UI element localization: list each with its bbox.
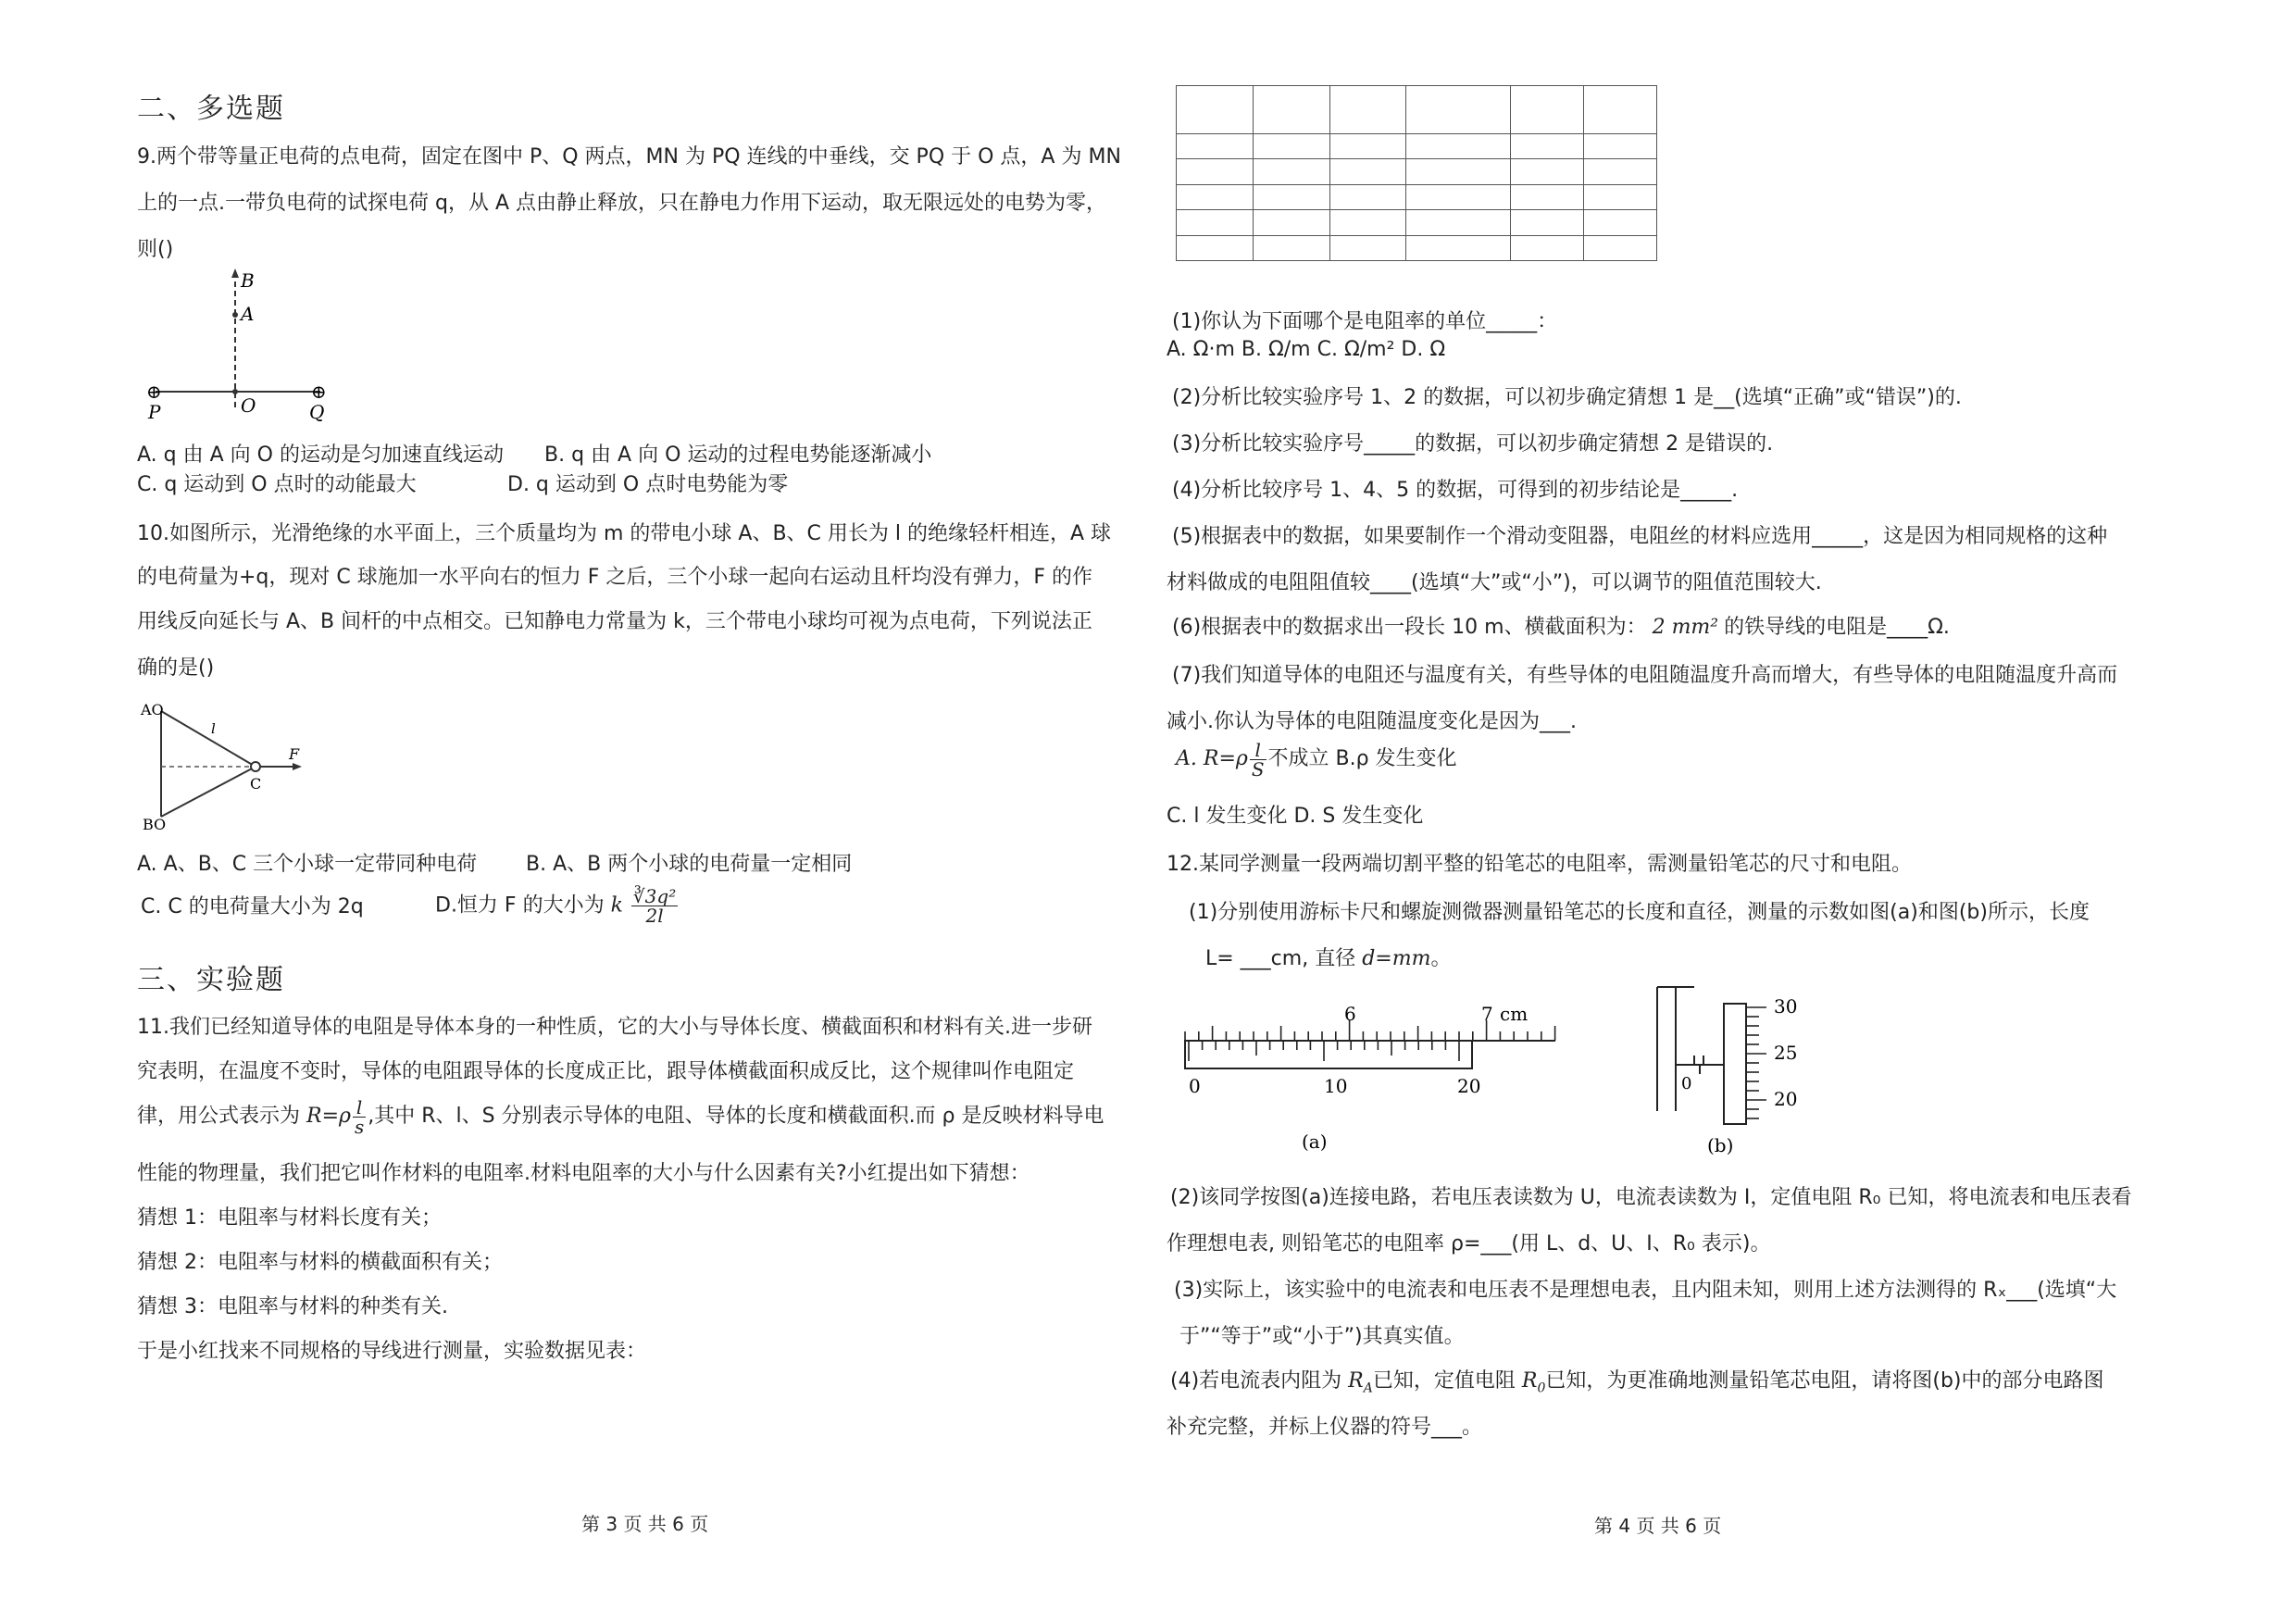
q11-sub6-text-b: 的铁导线的电阻是____Ω. (1724, 616, 1950, 639)
q11-line3-text-a: 律，用公式表示为 (137, 1105, 301, 1128)
q9-line1: 9.两个带等量正电荷的点电荷，固定在图中 P、Q 两点，MN 为 PQ 连线的中垂线，交 PQ 于 O 点，A 为 MN (137, 145, 1121, 169)
caliper-vernier-label-0: 0 (1189, 1075, 1201, 1097)
q11-guess-2: 猜想 2：电阻率与材料的横截面积有关； (137, 1251, 503, 1274)
q12-sub3-line1: (3)实际上，该实验中的电流表和电压表不是理想电表，且内阻未知，则用上述方法测得的 Rₓ___(选填“大 (1174, 1279, 2117, 1302)
page-footer-4: 第 4 页 共 6 页 (1594, 1515, 1722, 1537)
q12-sub1-line2 (1205, 948, 1451, 970)
q11-sub7-option-text: 不成立 B.ρ 发生变化 (1267, 747, 1457, 770)
q11-sub5-line1: (5)根据表中的数据，如果要制作一个滑动变阻器，电阻丝的材料应选用_____，这是因为相同规格的这种 (1172, 525, 2108, 548)
fraction-numerator: l (353, 1098, 366, 1118)
fixed-resistance-subscript: 0 (1537, 1380, 1546, 1396)
vernier-caliper-figure (1176, 989, 1565, 1165)
caliper-vernier-scale (1189, 1041, 1459, 1061)
q12-sub1-text-b: 。 (1430, 947, 1452, 970)
label-l: l (211, 720, 216, 737)
micrometer-label-30: 30 (1774, 995, 1798, 1018)
q11-line4: 性能的物理量，我们把它叫作材料的电阻率.材料电阻率的大小与什么因素有关?小红提出如下猜想： (137, 1162, 1030, 1185)
q12-sub4-line2: 补充完整，并标上仪器的符号___。 (1167, 1416, 1483, 1439)
caliper-vernier-frame (1185, 1041, 1472, 1068)
q9-option-b: B. q 由 A 向 O 运动的过程电势能逐渐减小 (544, 443, 932, 467)
table-row (1177, 86, 1657, 134)
point-o-dot (232, 389, 238, 394)
label-f: F (289, 745, 300, 763)
fraction-numerator: ∛3q² (632, 885, 677, 907)
q9-line3: 则() (137, 238, 174, 261)
q11-guess-3: 猜想 3：电阻率与材料的种类有关. (137, 1295, 448, 1318)
micrometer-zero-label: 0 (1681, 1074, 1692, 1093)
q10-option-d-text: D.恒力 F 的大小为 (435, 893, 605, 918)
label-b: B (241, 269, 255, 292)
charge-p-icon: ⊕ (146, 381, 162, 403)
q11-sub6-text-a: (6)根据表中的数据求出一段长 10 m、横截面积为： (1172, 616, 1647, 639)
rod-bc (161, 767, 256, 817)
q11-sub1-options: A. Ω·m B. Ω/m C. Ω/m² D. Ω (1167, 338, 1446, 361)
micrometer-thimble (1724, 1004, 1746, 1124)
ammeter-resistance-symbol: R (1348, 1369, 1364, 1393)
table-row (1177, 184, 1657, 209)
caliper-main-label-6: 6 (1344, 1003, 1356, 1025)
q12-sub4-text-b: 已知，定值电阻 (1372, 1369, 1522, 1393)
q11-sub7-line2: 减小.你认为导体的电阻随温度变化是因为___. (1167, 710, 1577, 733)
fraction-denominator: s (354, 1115, 365, 1138)
q9-line2: 上的一点.一带负电荷的试探电荷 q，从 A 点由静止释放，只在静电力作用下运动，取无限远处的电势为零， (137, 192, 1106, 215)
mn-arrow (231, 269, 239, 278)
q9-figure (137, 269, 350, 426)
caliper-unit: cm (1500, 1003, 1529, 1025)
label-o: O (241, 394, 256, 417)
q10-option-a: A. A、B、C 三个小球一定带同种电荷 (137, 853, 478, 876)
caliper-vernier-label-20: 20 (1457, 1075, 1481, 1097)
q10-figure (137, 694, 322, 843)
micrometer-label-20: 20 (1774, 1088, 1798, 1110)
q11-guess-1: 猜想 1：电阻率与材料长度有关； (137, 1206, 442, 1230)
ball-c (251, 762, 260, 771)
q11-line1: 11.我们已经知道导体的电阻是导体本身的一种性质，它的大小与导体长度、横截面积和材料有关.进一步研 (137, 1016, 1092, 1039)
q9-option-c: C. q 运动到 O 点时的动能最大 (137, 473, 417, 496)
table-row (1177, 159, 1657, 184)
q11-sub4: (4)分析比较序号 1、4、5 的数据，可得到的初步结论是_____. (1172, 479, 1739, 502)
label-a-ball: AO (141, 701, 164, 718)
q9-option-a: A. q 由 A 向 O 的运动是匀加速直线运动 (137, 443, 504, 467)
q12-sub2-line2: 作理想电表, 则铅笔芯的电阻率 ρ=___(用 L、d、U、I、R₀ 表示)。 (1167, 1232, 1771, 1255)
micrometer-thimble-scale (1746, 1007, 1766, 1118)
q11-line3-text-b: ,其中 R、l、S 分别表示导体的电阻、导体的长度和横截面积.而 ρ 是反映材料导电 (368, 1105, 1104, 1128)
fixed-resistance-symbol: R (1521, 1369, 1538, 1393)
fraction-denominator: 2l (645, 905, 664, 927)
micrometer-caption: (b) (1707, 1134, 1734, 1156)
q10-option-b: B. A、B 两个小球的电荷量一定相同 (526, 853, 853, 876)
q11-sub7-line1: (7)我们知道导体的电阻还与温度有关，有些导体的电阻随温度升高而增大，有些导体的电阻随温度升高而 (1172, 664, 2118, 687)
label-p: P (148, 401, 161, 423)
table-row (1177, 235, 1657, 260)
caliper-caption: (a) (1302, 1131, 1328, 1153)
q9-option-d: D. q 运动到 O 点时电势能为零 (507, 473, 789, 496)
q10-option-c: C. C 的电荷量大小为 2q (141, 895, 364, 918)
section-title-experiment: 三、实验题 (137, 964, 285, 996)
q11-sub1: (1)你认为下面哪个是电阻率的单位_____： (1172, 310, 1558, 333)
area-value: 2 mm² (1652, 616, 1719, 639)
q12-sub1-text-a: L= ___cm, 直径 (1205, 947, 1363, 970)
q10-line2: 的电荷量为+q，现对 C 球施加一水平向右的恒力 F 之后，三个小球一起向右运动且杆均没有弹力，F 的作 (137, 566, 1093, 589)
q11-sub7-fraction (1250, 738, 1267, 781)
q11-sub7-option-ab (1176, 737, 1457, 781)
q10-option-d (435, 887, 680, 925)
caliper-vernier-label-10: 10 (1324, 1075, 1348, 1097)
q12-line1: 12.某同学测量一段两端切割平整的铅笔芯的电阻率，需测量铅笔芯的尺寸和电阻。 (1167, 853, 1912, 876)
q12-sub4-text-c: 已知，为更准确地测量铅笔芯电阻，请将图(b)中的部分电路图 (1545, 1369, 2104, 1393)
q10-line1: 10.如图所示，光滑绝缘的水平面上，三个质量均为 m 的带电小球 A、B、C 用长为 l 的绝缘轻杆相连，A 球 (137, 522, 1112, 545)
q12-sub2-line1: (2)该同学按图(a)连接电路，若电压表读数为 U，电流表读数为 I，定值电阻 R₀ 已知，将电流表和电压表看 (1170, 1186, 2132, 1209)
q11-line3 (137, 1096, 1104, 1137)
page-footer-3: 第 3 页 共 6 页 (581, 1513, 709, 1535)
table-row (1177, 134, 1657, 159)
label-q: Q (309, 401, 325, 423)
fraction-numerator: l (1250, 741, 1267, 760)
resistance-fraction (353, 1095, 366, 1138)
q11-line5: 于是小红找来不同规格的导线进行测量，实验数据见表： (137, 1340, 647, 1363)
q11-sub7-option-cd: C. l 发生变化 D. S 发生变化 (1167, 805, 1424, 828)
q10-option-d-fraction (631, 887, 678, 925)
charge-q-icon: ⊕ (311, 381, 327, 403)
q12-sub3-line2: 于”“等于”或“小于”)其真实值。 (1179, 1325, 1465, 1348)
q10-line3: 用线反向延长与 A、B 间杆的中点相交。已知静电力常量为 k，三个带电小球均可视为点电荷，下列说法正 (137, 610, 1092, 633)
q12-sub1-line1: (1)分别使用游标卡尺和螺旋测微器测量铅笔芯的长度和直径，测量的示数如图(a)和图(b)所示，长度 (1189, 901, 2090, 924)
q11-sub3: (3)分析比较实验序号_____的数据，可以初步确定猜想 2 是错误的. (1172, 432, 1774, 456)
diameter-symbol: d=mm (1362, 947, 1431, 970)
experiment-data-table (1176, 85, 1657, 261)
caliper-main-label-7: 7 (1481, 1003, 1493, 1025)
micrometer-label-25: 25 (1774, 1042, 1798, 1064)
rod-ac (161, 711, 256, 767)
q12-sub4-text-a: (4)若电流表内阻为 (1170, 1369, 1349, 1393)
q10-option-d-k: k (610, 893, 623, 918)
resistance-formula: R=ρ (306, 1105, 351, 1128)
ammeter-resistance-subscript: A (1363, 1380, 1373, 1396)
label-c-ball: C (250, 775, 262, 793)
point-a-dot (232, 312, 238, 318)
q11-sub7-option-a-formula: A. R=ρ (1176, 747, 1248, 770)
table-row (1177, 210, 1657, 235)
micrometer-figure (1648, 981, 1833, 1167)
force-arrow-icon (293, 763, 302, 770)
q11-sub6 (1172, 617, 1950, 639)
q11-line2: 究表明，在温度不变时，导体的电阻跟导体的长度成正比，跟导体横截面积成反比，这个规律叫作电阻定 (137, 1060, 1075, 1083)
q11-sub5-line2: 材料做成的电阻阻值较____(选填“大”或“小”)，可以调节的阻值范围较大. (1167, 571, 1822, 594)
q10-line4: 确的是() (137, 656, 215, 680)
label-a: A (241, 303, 255, 325)
q11-sub2: (2)分析比较实验序号 1、2 的数据，可以初步确定猜想 1 是__(选填“正确”或“错误”)的. (1172, 386, 1962, 409)
q12-sub4-line1 (1170, 1370, 2104, 1399)
label-b-ball: BO (143, 816, 167, 833)
fraction-denominator: S (1251, 757, 1265, 781)
section-title-multi-choice: 二、多选题 (137, 93, 285, 125)
